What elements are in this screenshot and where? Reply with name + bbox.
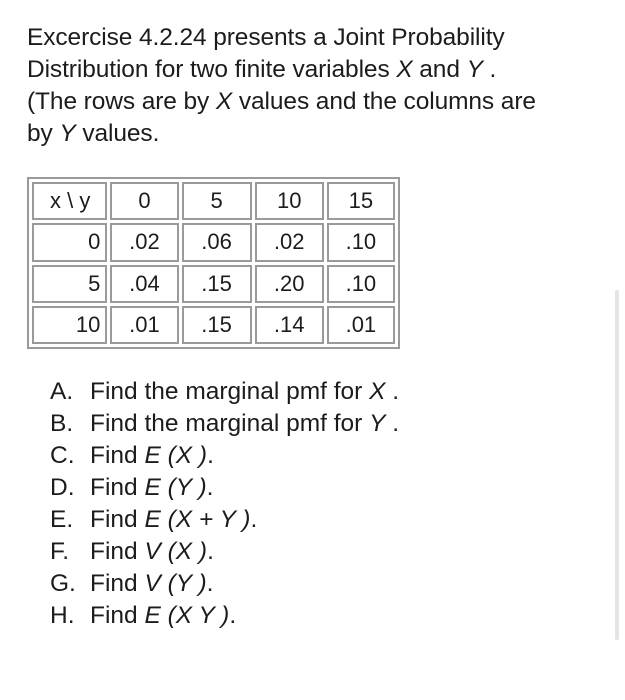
question-text [90,536,214,568]
table-cell: .01 [110,306,178,344]
table-cell: .04 [110,265,178,303]
question-letter: H. [50,602,75,629]
intro-line-4 [27,118,607,150]
table-cell: .10 [327,223,395,261]
question-math: E (Y ) [144,474,207,501]
table-cell: .15 [182,265,252,303]
joint-probability-table [27,177,400,349]
intro-line-2 [27,54,607,86]
row-header-x: 0 [32,223,107,261]
question-item-b [50,408,399,440]
question-letter: G. [50,570,76,597]
question-math: E (X ) [144,442,208,469]
table-cell: .10 [327,265,395,303]
question-text [90,440,214,472]
question-letter: D. [50,474,75,501]
question-end: . [385,410,400,437]
problem-statement [27,22,607,150]
question-text [90,504,257,536]
variable-y: Y [466,56,483,83]
table-corner-cell: x \ y [32,182,107,220]
table-cell: .15 [182,306,252,344]
question-math: Y [369,410,386,437]
question-end: . [207,442,214,469]
question-text-main: Find [90,538,145,565]
col-header-y: 10 [255,182,324,220]
variable-x: X [396,56,413,83]
question-item-e [50,504,399,536]
question-end: . [206,474,214,501]
question-end: . [207,538,214,565]
intro-line-2-text-a: Distribution for two finite variables [27,56,397,83]
table-cell: .02 [110,223,178,261]
intro-line-2-text-c: . [482,56,497,83]
question-list [50,376,399,632]
row-header-x: 5 [32,265,107,303]
table-cell: .01 [327,306,395,344]
question-letter: E. [50,506,74,533]
question-math: V (X ) [144,538,208,565]
question-text-main: Find the marginal pmf for [90,378,370,405]
question-text [90,600,236,632]
table-row [32,306,395,344]
question-math: V (Y ) [144,570,207,597]
variable-x: X [215,88,233,115]
table-row [32,223,395,261]
intro-line-1 [27,22,607,54]
question-math: E (X Y ) [144,602,230,629]
intro-line-4-text-a: by [27,120,60,147]
question-end: . [229,602,237,629]
question-text-main: Find [90,602,145,629]
table-cell: .02 [255,223,324,261]
row-header-x: 10 [32,306,107,344]
col-header-y: 5 [182,182,252,220]
question-item-g [50,568,399,600]
question-text [90,408,399,440]
question-item-h [50,600,399,632]
intro-line-4-text-b: values. [75,120,160,147]
intro-line-1-text: Excercise 4.2.24 presents a Joint Probability [27,24,505,51]
question-text-main: Find [90,506,145,533]
intro-line-3-text-a: (The rows are by [27,88,216,115]
question-item-f [50,536,399,568]
question-item-c [50,440,399,472]
question-letter: A. [50,378,74,405]
col-header-y: 0 [110,182,178,220]
question-math: X [369,378,386,405]
table-header-row [32,182,395,220]
intro-line-2-text-b: and [412,56,467,83]
question-end: . [385,378,400,405]
question-text-main: Find the marginal pmf for [90,410,370,437]
question-item-d [50,472,399,504]
question-text [90,568,213,600]
table-cell: .14 [255,306,324,344]
question-text-main: Find [90,570,145,597]
col-header-y: 15 [327,182,395,220]
question-end: . [250,506,258,533]
question-letter: F. [50,538,70,565]
table-row [32,265,395,303]
question-end: . [206,570,214,597]
question-letter: B. [50,410,74,437]
question-text [90,472,213,504]
intro-line-3 [27,86,607,118]
question-math: E (X + Y ) [144,506,251,533]
question-letter: C. [50,442,75,469]
question-text-main: Find [90,442,145,469]
question-text-main: Find [90,474,145,501]
variable-y: Y [59,120,76,147]
question-text [90,376,399,408]
table-cell: .20 [255,265,324,303]
table-cell: .06 [182,223,252,261]
question-item-a [50,376,399,408]
vertical-scrollbar[interactable] [615,290,619,640]
intro-line-3-text-b: values and the columns are [232,88,536,115]
joint-pmf-table [29,179,398,347]
